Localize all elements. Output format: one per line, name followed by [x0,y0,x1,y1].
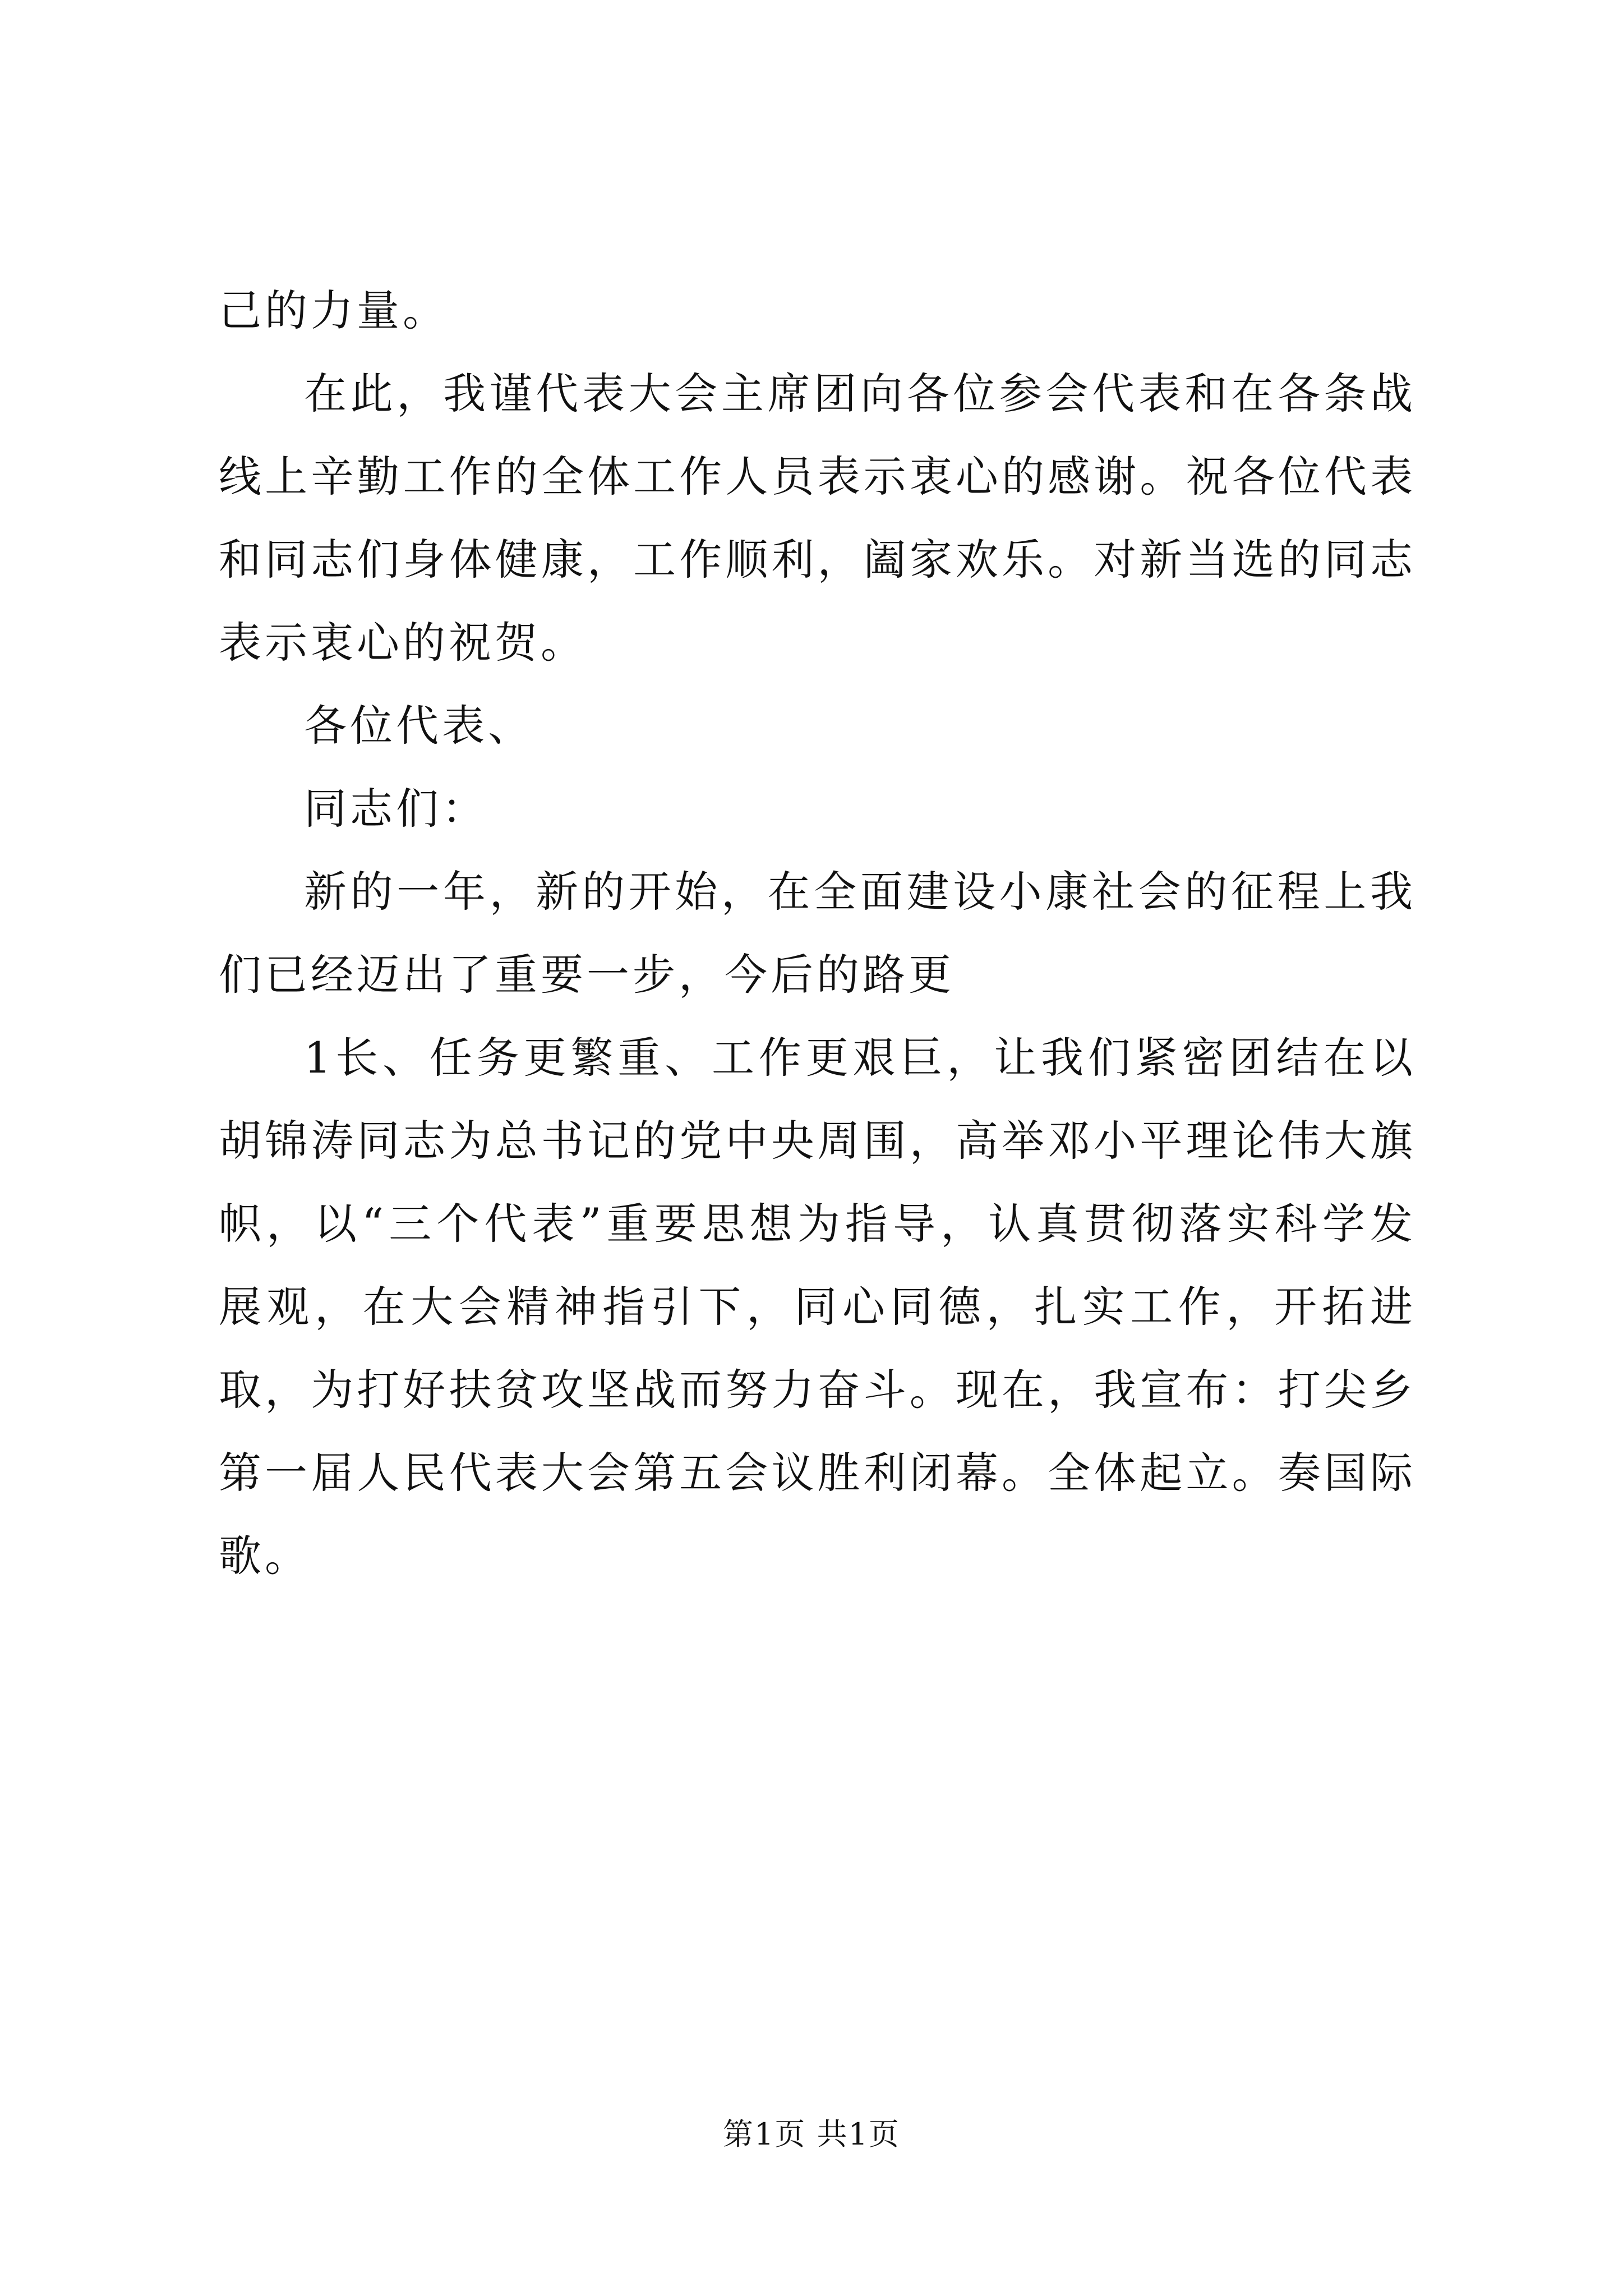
paragraph-5: 新的一年，新的开始，在全面建设小康社会的征程上我们已经迈出了重要一步，今后的路更 [219,867,1416,1000]
paragraph-1: 己的力量。 [219,286,449,335]
paragraph-2: 在此，我谨代表大会主席团向各位参会代表和在各条战线上辛勤工作的全体工作人员表示衷心的感谢。祝各位代表和同志们身体健康，工作顺利，阖家欢乐。对新当选的同志表示衷心的祝贺。 [219,369,1416,668]
document-body [219,269,1416,1598]
paragraph-4: 同志们： [304,784,488,834]
page-footer: 第1页 共1页 [723,2116,900,2152]
paragraph-3: 各位代表、 [304,701,534,751]
paragraph-6: 1长、任务更繁重、工作更艰巨，让我们紧密团结在以胡锦涛同志为总书记的党中央周围，高举邓小平理论伟大旗帜，以“三个代表”重要思想为指导，认真贯彻落实科学发展观，在大会精神指引下，同心同德，扎实工作，开拓进取，为打好扶贫攻坚战而努力奋斗。现在，我宣布：打尖乡第一届人民代表大会第五会议胜利闭幕。全体起立。奏国际歌。 [219,1033,1416,1581]
